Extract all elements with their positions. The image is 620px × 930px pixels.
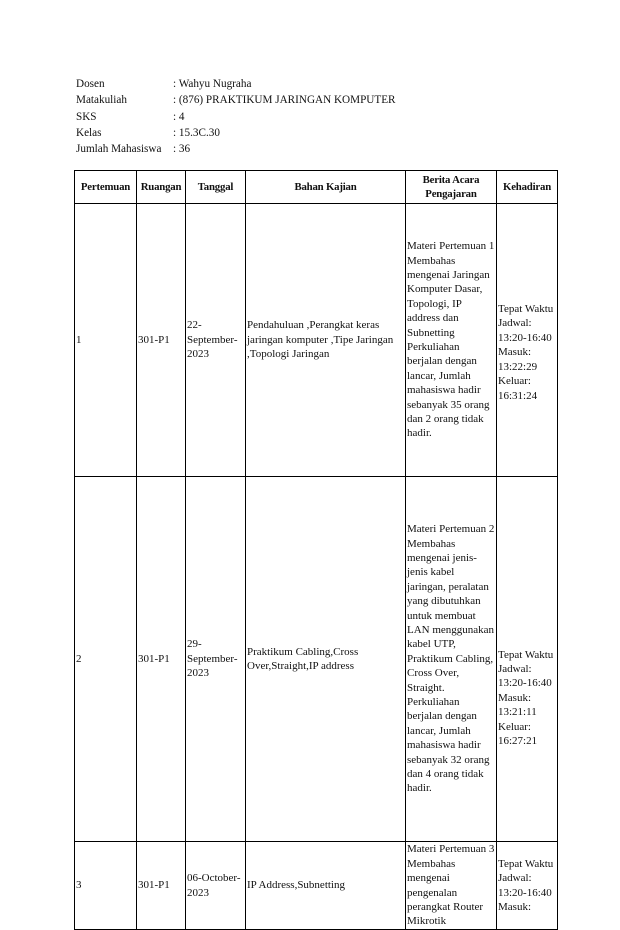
header-tanggal: Tanggal: [186, 171, 246, 204]
cell-kehadiran: Tepat Waktu Jadwal: 13:20-16:40 Masuk: 13:21:11 Keluar: 16:27:21: [497, 477, 558, 842]
info-label: Jumlah Mahasiswa: [76, 143, 162, 156]
header-pertemuan: Pertemuan: [75, 171, 137, 204]
header-ruangan: Ruangan: [137, 171, 186, 204]
info-value: : (876) PRAKTIKUM JARINGAN KOMPUTER: [173, 94, 396, 107]
attendance-table: [74, 170, 558, 930]
info-value: : 15.3C.30: [173, 126, 220, 139]
cell-bahan-kajian: Praktikum Cabling,Cross Over,Straight,IP address: [246, 477, 406, 842]
cell-ruangan: 301-P1: [137, 842, 186, 930]
info-label: Matakuliah: [76, 94, 127, 107]
table-row: [75, 204, 558, 477]
course-info: [76, 76, 396, 157]
cell-bahan-kajian: IP Address,Subnetting: [246, 842, 406, 930]
cell-berita-acara: Materi Pertemuan 1 Membahas mengenai Jaringan Komputer Dasar, Topologi, IP address dan Subnetting Perkuliahan berjalan dengan lancar, Jumlah mahasiswa hadir sebanyak 35 orang dan 2 orang tidak hadir.: [406, 204, 497, 477]
table-row: [75, 842, 558, 930]
info-label: SKS: [76, 110, 97, 123]
header-bahan-kajian: Bahan Kajian: [246, 171, 406, 204]
cell-pertemuan: 2: [75, 477, 137, 842]
cell-ruangan: 301-P1: [137, 477, 186, 842]
header-berita-acara: Berita Acara Pengajaran: [406, 171, 497, 204]
info-value: : Wahyu Nugraha: [173, 78, 252, 90]
cell-tanggal: 06-October-2023: [186, 842, 246, 930]
cell-tanggal: 29-September-2023: [186, 477, 246, 842]
cell-tanggal: 22-September-2023: [186, 204, 246, 477]
info-label: Dosen: [76, 78, 105, 90]
info-value: : 36: [173, 143, 191, 156]
cell-kehadiran: Tepat Waktu Jadwal: 13:20-16:40 Masuk:: [497, 842, 558, 930]
cell-berita-acara: Materi Pertemuan 2 Membahas mengenai jenis-jenis kabel jaringan, peralatan yang dibutuhkan untuk membuat LAN menggunakan kabel UTP, Praktikum Cabling, Cross Over, Straight. Perkuliahan berjalan dengan lancar, Jumlah mahasiswa hadir sebanyak 32 orang dan 4 orang tidak hadir.: [406, 477, 497, 842]
cell-pertemuan: 3: [75, 842, 137, 930]
cell-ruangan: 301-P1: [137, 204, 186, 477]
info-row-kelas: [76, 125, 396, 141]
cell-berita-acara: Materi Pertemuan 3 Membahas mengenai pengenalan perangkat Router Mikrotik: [406, 842, 497, 930]
info-label: Kelas: [76, 126, 102, 139]
info-value: : 4: [173, 110, 185, 123]
info-row-sks: [76, 109, 396, 125]
table-header-row: [75, 171, 558, 204]
table-row: [75, 477, 558, 842]
cell-bahan-kajian: Pendahuluan ,Perangkat keras jaringan komputer ,Tipe Jaringan ,Topologi Jaringan: [246, 204, 406, 477]
cell-pertemuan: 1: [75, 204, 137, 477]
info-row-jumlah: [76, 141, 396, 157]
cell-kehadiran: Tepat Waktu Jadwal: 13:20-16:40 Masuk: 13:22:29 Keluar: 16:31:24: [497, 204, 558, 477]
info-row-dosen: [76, 76, 396, 92]
header-kehadiran: Kehadiran: [497, 171, 558, 204]
info-row-matakuliah: [76, 92, 396, 108]
